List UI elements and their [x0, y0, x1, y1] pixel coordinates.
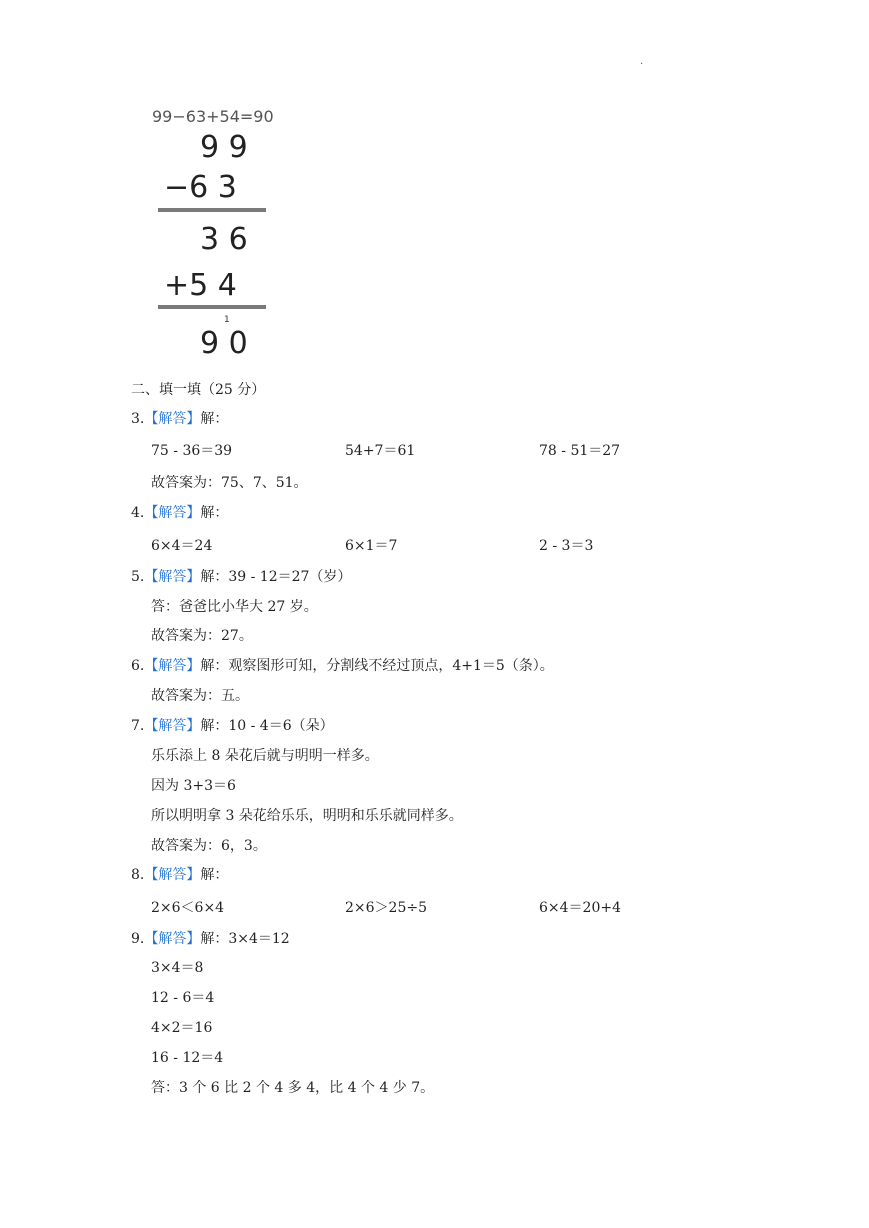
calc-row-4: +5 4 [164, 268, 237, 303]
q7-line-2: 因为 3+3＝6 [151, 778, 236, 794]
q5-number: 5. [131, 569, 145, 585]
q4-col-2: 6×1＝7 [345, 538, 398, 554]
q8-heading [131, 866, 228, 884]
q7-line-4: 故答案为：6，3。 [151, 838, 267, 854]
q6-number: 6. [131, 658, 145, 674]
q3-col-1: 75 - 36＝39 [151, 443, 233, 459]
q9-line-4: 16 - 12＝4 [151, 1050, 224, 1066]
calc-divider-2 [158, 305, 266, 309]
q4-answer-tag: 【解答】 [144, 505, 201, 521]
q7-answer-tag: 【解答】 [144, 718, 201, 734]
q3-heading [131, 410, 228, 428]
q5-line-1: 答：爸爸比小华大 27 岁。 [151, 599, 318, 615]
q7-lead: 解：10 - 4＝6（朵） [200, 718, 334, 734]
q8-col-3: 6×4＝20+4 [539, 900, 621, 916]
q6-answer-tag: 【解答】 [144, 658, 201, 674]
q9-number: 9. [131, 931, 145, 947]
q6-heading [131, 657, 554, 675]
q3-col-3: 78 - 51＝27 [539, 443, 621, 459]
q5-line-2: 故答案为：27。 [151, 628, 253, 644]
q3-answer: 故答案为：75、7、51。 [151, 475, 308, 491]
calc-divider-1 [158, 208, 266, 212]
q9-answer-tag: 【解答】 [144, 931, 201, 947]
calc-row-1: 9 9 [200, 130, 248, 165]
q9-heading [131, 930, 290, 948]
q4-col-3: 2 - 3＝3 [539, 538, 594, 554]
q4-col-1: 6×4＝24 [151, 538, 213, 554]
calc-row-2: −6 3 [164, 170, 237, 205]
q4-lead: 解： [200, 505, 229, 521]
q6-lead: 解：观察图形可知，分割线不经过顶点，4+1＝5（条）。 [200, 658, 554, 674]
calc-header: 99−63+54=90 [152, 107, 274, 126]
calc-result: 9 0 [200, 326, 248, 361]
q9-line-5: 答：3 个 6 比 2 个 4 多 4，比 4 个 4 少 7。 [151, 1080, 435, 1096]
calc-carry-digit: 1 [224, 315, 230, 325]
q5-answer-tag: 【解答】 [144, 569, 201, 585]
q7-number: 7. [131, 718, 145, 734]
section-title: 二、填一填（25 分） [131, 382, 266, 398]
q7-line-3: 所以明明拿 3 朵花给乐乐，明明和乐乐就同样多。 [151, 808, 463, 824]
q6-line-1: 故答案为：五。 [151, 688, 249, 704]
q8-col-2: 2×6＞25÷5 [345, 900, 427, 916]
q5-heading [131, 568, 351, 586]
q3-answer-tag: 【解答】 [144, 411, 201, 427]
calc-row-3: 3 6 [200, 222, 248, 257]
q3-col-2: 54+7＝61 [345, 443, 416, 459]
q5-lead: 解：39 - 12＝27（岁） [200, 569, 352, 585]
q8-number: 8. [131, 867, 145, 883]
q3-lead: 解： [200, 411, 229, 427]
q7-heading [131, 717, 334, 735]
q8-answer-tag: 【解答】 [144, 867, 201, 883]
q8-lead: 解： [200, 867, 229, 883]
q9-line-1: 3×4＝8 [151, 960, 204, 976]
q4-heading [131, 504, 228, 522]
q7-line-1: 乐乐添上 8 朵花后就与明明一样多。 [151, 748, 379, 764]
q4-number: 4. [131, 505, 145, 521]
q3-number: 3. [131, 411, 145, 427]
page-mark: . [640, 56, 644, 67]
q8-col-1: 2×6＜6×4 [151, 900, 225, 916]
q9-lead: 解：3×4＝12 [200, 931, 290, 947]
q9-line-3: 4×2＝16 [151, 1020, 213, 1036]
q9-line-2: 12 - 6＝4 [151, 990, 215, 1006]
